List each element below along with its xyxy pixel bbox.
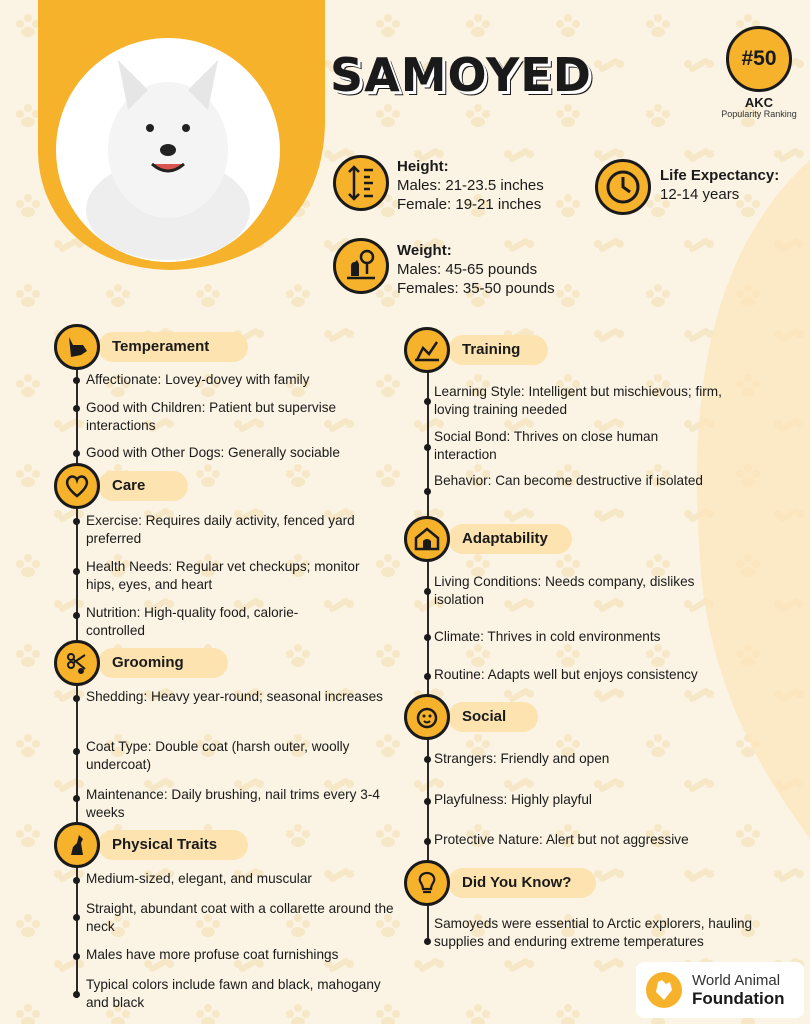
bullet-dot [424,398,431,405]
dog-face-heart-icon [404,694,450,740]
height-label: Height: [397,158,449,175]
grooming-item-2: Coat Type: Double coat (harsh outer, woolly undercoat) [86,739,350,772]
weight-females: Females: 35-50 pounds [397,280,555,297]
ranking-org: AKC [744,95,774,110]
care-item-2: Health Needs: Regular vet checkups; monitor hips, eyes, and heart [86,559,360,592]
bullet-dot [73,953,80,960]
bullet-dot [73,405,80,412]
agility-dog-icon [404,327,450,373]
bullet-dot [73,612,80,619]
grooming-scissors-icon [54,640,100,686]
section-title-care: Care [98,471,188,501]
ranking-label: Popularity Ranking [721,109,797,119]
dog-house-icon [404,516,450,562]
bullet-dot [424,588,431,595]
life-expectancy-stat [660,166,779,204]
bullet-dot [424,838,431,845]
footer-logo [636,962,804,1018]
bullet-dot [424,634,431,641]
section-title-social: Social [448,702,538,732]
bullet-dot [73,450,80,457]
scale-dog-icon [333,238,389,294]
training-item-1: Learning Style: Intelligent but mischievous; firm, loving training needed [434,384,722,417]
physical-item-4: Typical colors include fawn and black, mahogany and black [86,977,381,1010]
bullet-dot [73,914,80,921]
grooming-item-3: Maintenance: Daily brushing, nail trims every 3-4 weeks [86,787,380,820]
section-title-physical-traits: Physical Traits [98,830,248,860]
temperament-item-1: Affectionate: Lovey-dovey with family [86,372,310,387]
adaptability-item-1: Living Conditions: Needs company, dislikes isolation [434,574,695,607]
bullet-dot [424,798,431,805]
height-ruler-icon [333,155,389,211]
section-title-training: Training [448,335,548,365]
logo-line-2: Foundation [692,989,785,1008]
clock-icon [595,159,651,215]
sitting-dog-icon [54,822,100,868]
bullet-dot [424,488,431,495]
weight-label: Weight: [397,242,452,259]
care-item-1: Exercise: Requires daily activity, fenced yard preferred [86,513,355,546]
training-item-3: Behavior: Can become destructive if isolated [434,473,703,488]
bullet-dot [424,444,431,451]
lightbulb-icon [404,860,450,906]
temperament-item-2: Good with Children: Patient but supervise interactions [86,400,337,433]
dog-head-icon [54,324,100,370]
temperament-item-3: Good with Other Dogs: Generally sociable [86,445,340,460]
life-label: Life Expectancy: [660,167,780,184]
physical-item-1: Medium-sized, elegant, and muscular [86,871,312,886]
social-item-3: Protective Nature: Alert but not aggressive [434,832,689,847]
ranking-badge: #50 [726,26,792,92]
section-title-adaptability: Adaptability [448,524,572,554]
physical-item-3: Males have more profuse coat furnishings [86,947,339,962]
did-you-know-item-1: Samoyeds were essential to Arctic explorers, hauling supplies and enduring extreme temperatures [434,916,753,949]
grooming-item-1: Shedding: Heavy year-round; seasonal increases [86,689,383,704]
social-item-2: Playfulness: Highly playful [434,792,592,807]
weight-males: Males: 45-65 pounds [397,261,538,278]
height-stat [397,157,544,214]
bullet-dot [73,991,80,998]
bullet-dot [73,568,80,575]
bullet-dot [73,748,80,755]
section-title-did-you-know: Did You Know? [448,868,596,898]
social-item-1: Strangers: Friendly and open [434,751,610,766]
logo-line-1: World Animal [692,972,781,989]
paw-logo-icon [644,970,684,1010]
adaptability-item-3: Routine: Adapts well but enjoys consistency [434,667,698,682]
bullet-dot [424,673,431,680]
bullet-dot [424,756,431,763]
life-value: 12-14 years [660,186,740,203]
height-females: Female: 19-21 inches [397,196,542,213]
care-item-3: Nutrition: High-quality food, calorie-controlled [86,605,299,638]
adaptability-item-2: Climate: Thrives in cold environments [434,629,661,644]
heart-paw-icon [54,463,100,509]
bullet-dot [73,377,80,384]
bullet-dot [73,795,80,802]
section-title-grooming: Grooming [98,648,228,678]
bullet-dot [73,877,80,884]
weight-stat [397,241,555,298]
physical-item-2: Straight, abundant coat with a collarette around the neck [86,901,394,934]
page-title: SAMOYED [330,48,592,102]
bullet-dot [424,938,431,945]
section-title-temperament: Temperament [98,332,248,362]
bullet-dot [73,695,80,702]
bullet-dot [73,518,80,525]
training-item-2: Social Bond: Thrives on close human interaction [434,429,659,462]
height-males: Males: 21-23.5 inches [397,177,544,194]
